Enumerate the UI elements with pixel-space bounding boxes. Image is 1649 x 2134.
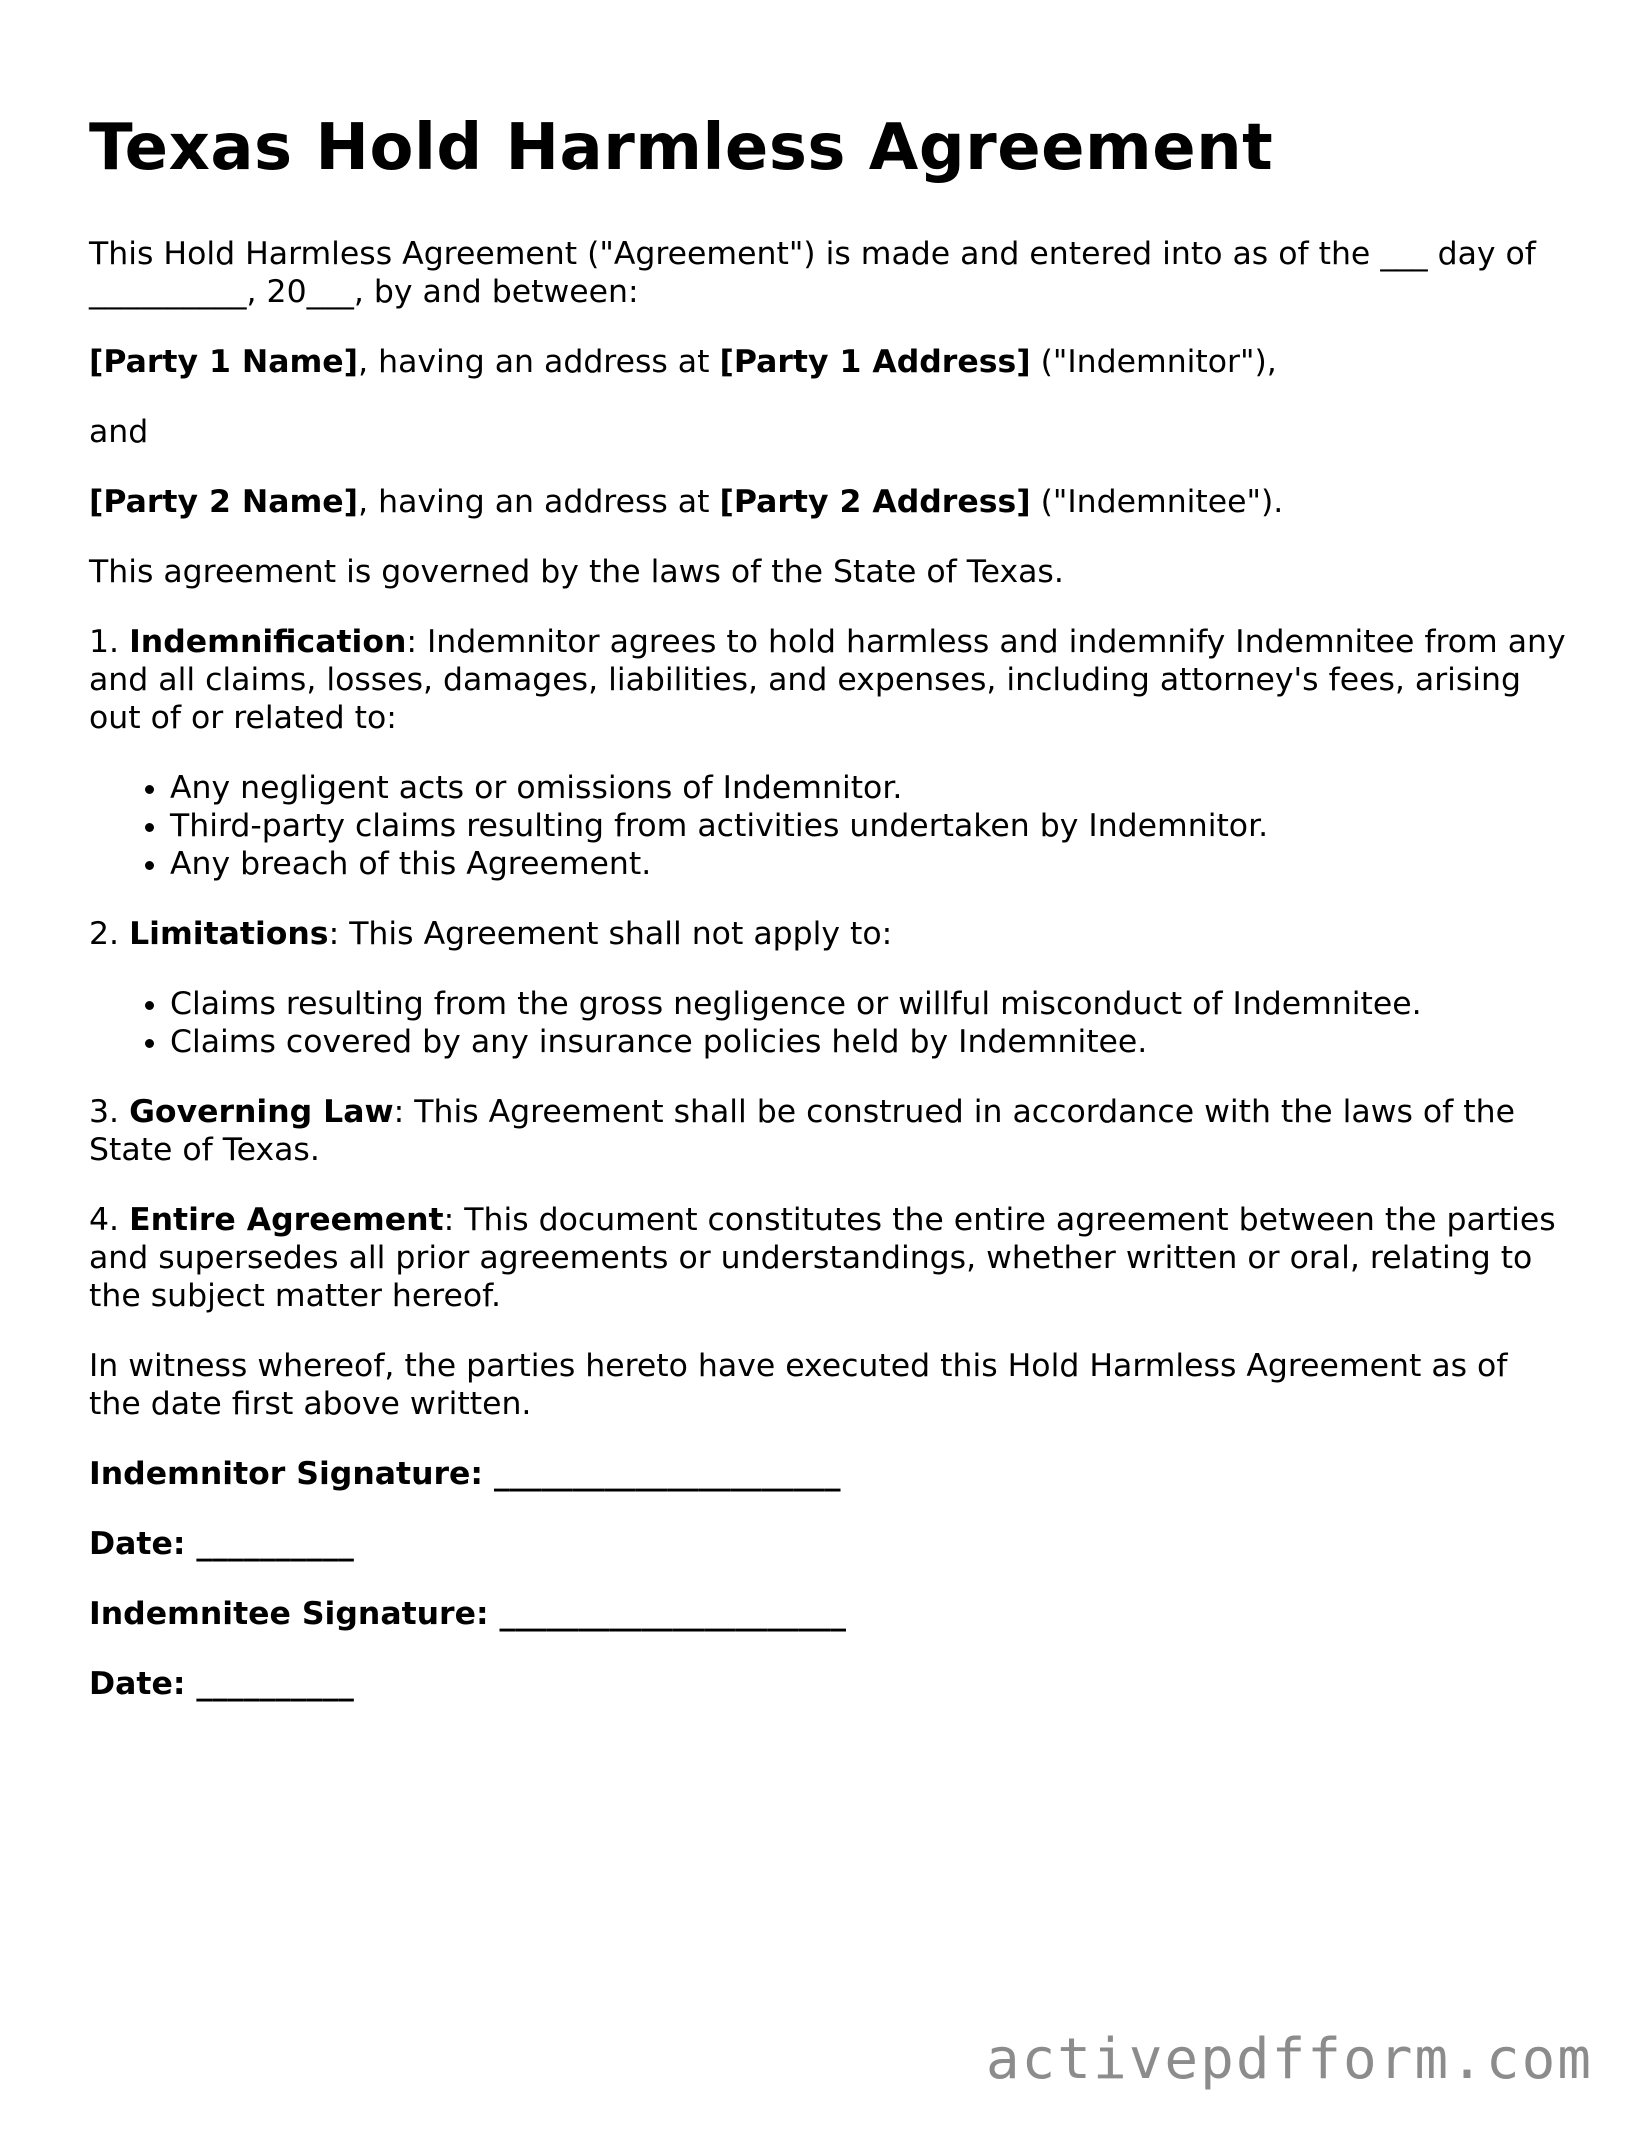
party-1-paragraph	[89, 343, 1569, 381]
intro-paragraph: This Hold Harmless Agreement ("Agreement") is made and entered into as of the ___ day of __________, 20___, by and between:	[89, 235, 1536, 310]
list-item: • Claims resulting from the gross negligence or willful misconduct of Indemnitee.	[170, 985, 1569, 1023]
list-item: • Any negligent acts or omissions of Indemnitor.	[170, 769, 1569, 807]
section-4-number: 4.	[89, 1201, 130, 1238]
party-2-mid-text: , having an address at	[358, 483, 720, 520]
governed-paragraph: This agreement is governed by the laws of the State of Texas.	[89, 553, 1064, 590]
party-1-mid-text: , having an address at	[358, 343, 720, 380]
section-2-paragraph	[89, 915, 1569, 953]
list-item: • Any breach of this Agreement.	[170, 845, 1569, 883]
section-1-paragraph	[89, 623, 1569, 737]
section-4-heading: Entire Agreement	[129, 1201, 444, 1238]
indemnitor-date-line[interactable]: Date: __________	[89, 1525, 354, 1562]
section-1-number: 1.	[89, 623, 130, 660]
party-2-role: ("Indemnitee").	[1030, 483, 1284, 520]
party-2-address: [Party 2 Address]	[719, 483, 1031, 520]
section-1-text: : Indemnitor agrees to hold harmless and indemnify Indemnitee from any and all claims, losses, damages, liabilities, and expenses, including attorney's fees, arising out of or related to:	[89, 623, 1566, 736]
and-text: and	[89, 413, 149, 450]
section-1-heading: Indemnification	[129, 623, 407, 660]
section-2-list	[89, 985, 1569, 1061]
party-2-name: [Party 2 Name]	[89, 483, 359, 520]
section-2-text: : This Agreement shall not apply to:	[328, 915, 893, 952]
section-4-paragraph	[89, 1201, 1569, 1315]
party-1-name: [Party 1 Name]	[89, 343, 359, 380]
section-3-text: : This Agreement shall be construed in accordance with the laws of the State of Texas.	[89, 1093, 1515, 1168]
party-2-paragraph	[89, 483, 1569, 521]
indemnitee-date-line[interactable]: Date: __________	[89, 1665, 354, 1702]
list-item: • Claims covered by any insurance policies held by Indemnitee.	[170, 1023, 1569, 1061]
section-4-text: : This document constitutes the entire agreement between the parties and supersedes all prior agreements or understandings, whether written or oral, relating to the subject matter hereof.	[89, 1201, 1556, 1314]
section-3-heading: Governing Law	[129, 1093, 394, 1130]
section-2-heading: Limitations	[129, 915, 329, 952]
watermark-text: activepdfform.com	[985, 2027, 1593, 2092]
indemnitor-signature-line[interactable]: Indemnitor Signature: ______________________	[89, 1455, 841, 1492]
document-title: Texas Hold Harmless Agreement	[89, 111, 1274, 185]
indemnitee-signature-line[interactable]: Indemnitee Signature: ______________________	[89, 1595, 847, 1632]
witness-paragraph: In witness whereof, the parties hereto have executed this Hold Harmless Agreement as of the date first above written.	[89, 1347, 1508, 1422]
party-1-address: [Party 1 Address]	[719, 343, 1031, 380]
document-page	[89, 110, 1569, 1735]
section-1-list	[89, 769, 1569, 883]
section-3-paragraph	[89, 1093, 1569, 1169]
list-item: • Third-party claims resulting from activities undertaken by Indemnitor.	[170, 807, 1569, 845]
section-2-number: 2.	[89, 915, 130, 952]
party-1-role: ("Indemnitor"),	[1030, 343, 1277, 380]
section-3-number: 3.	[89, 1093, 130, 1130]
